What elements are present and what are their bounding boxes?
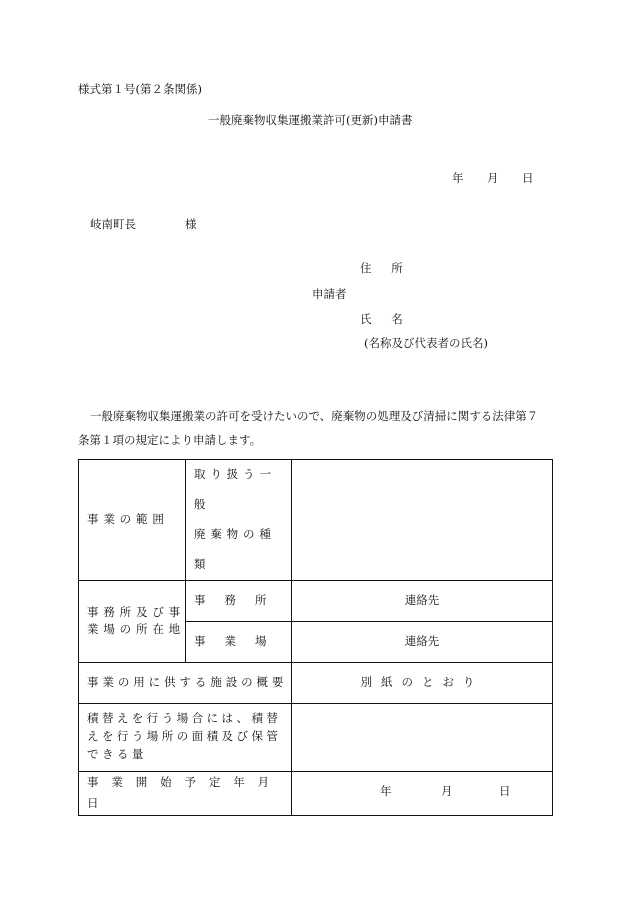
row-transfer: [79, 703, 553, 771]
transfer-label-line1: 積替えを行う場合には、積替: [87, 711, 282, 726]
date-month-label: 月: [487, 171, 499, 185]
row-start-date: [79, 771, 553, 816]
date-year-label: 年: [452, 171, 464, 185]
body-text-line2: 条第１項の規定により申請します。: [78, 433, 262, 447]
row-facility: [79, 662, 553, 703]
site-label-cell: [186, 621, 292, 662]
facility-value: 別紙のとおり: [360, 674, 484, 689]
start-date-day-label: 日: [499, 783, 511, 798]
location-label-line1: 事務所及び事: [87, 605, 185, 620]
facility-label: 事業の用に供する施設の概要: [87, 674, 288, 689]
location-label-line2: 業場の所在地: [87, 622, 185, 637]
waste-type-label-cell: [186, 460, 292, 581]
office-label: 事務所: [194, 592, 286, 607]
site-contact-label: 連絡先: [404, 633, 440, 648]
row-office: [79, 580, 553, 621]
applicant-name-note: (名称及び代表者の氏名): [364, 336, 488, 350]
business-scope-label-cell: [79, 460, 186, 581]
date-day-label: 日: [522, 171, 534, 185]
site-value-cell[interactable]: [292, 621, 553, 662]
business-scope-label: 事業の範囲: [87, 511, 169, 526]
start-date-value-cell[interactable]: [292, 771, 553, 816]
location-label-cell: [79, 580, 186, 662]
start-date-label-cell: [79, 771, 292, 816]
waste-type-label-line1: 取り扱う一般: [194, 467, 276, 511]
office-label-cell: [186, 580, 292, 621]
office-contact-label: 連絡先: [404, 592, 440, 607]
applicant-label: 申請者: [312, 287, 347, 301]
body-text-line1: 一般廃棄物収集運搬業の許可を受けたいので、廃棄物の処理及び清掃に関する法律第７: [90, 409, 539, 423]
start-date-label: 事業開始予定年月日: [87, 774, 283, 811]
transfer-label-line2: えを行う場所の面積及び保管: [87, 729, 282, 744]
addressee-name: 岐南町長: [90, 217, 136, 231]
applicant-name-label: 氏 名: [360, 312, 411, 326]
office-value-cell[interactable]: [292, 580, 553, 621]
document-title: 一般廃棄物収集運搬業許可(更新)申請書: [208, 113, 413, 127]
row-business-scope: [79, 460, 553, 581]
site-label: 事業場: [194, 633, 286, 648]
transfer-label-line3: できる量: [87, 746, 147, 761]
transfer-value[interactable]: [292, 703, 553, 771]
form-number: 様式第１号(第２条関係): [78, 82, 202, 96]
addressee-honorific: 様: [185, 217, 197, 231]
start-date-month-label: 月: [441, 783, 453, 798]
waste-type-value[interactable]: [292, 460, 553, 581]
start-date-year-label: 年: [380, 783, 392, 798]
waste-type-label-line2: 廃棄物の種類: [194, 526, 276, 571]
facility-label-cell: [79, 662, 292, 703]
application-table: [78, 459, 553, 816]
applicant-address-label: 住 所: [360, 261, 411, 275]
facility-value-cell[interactable]: [292, 662, 553, 703]
transfer-label-cell: [79, 703, 292, 771]
